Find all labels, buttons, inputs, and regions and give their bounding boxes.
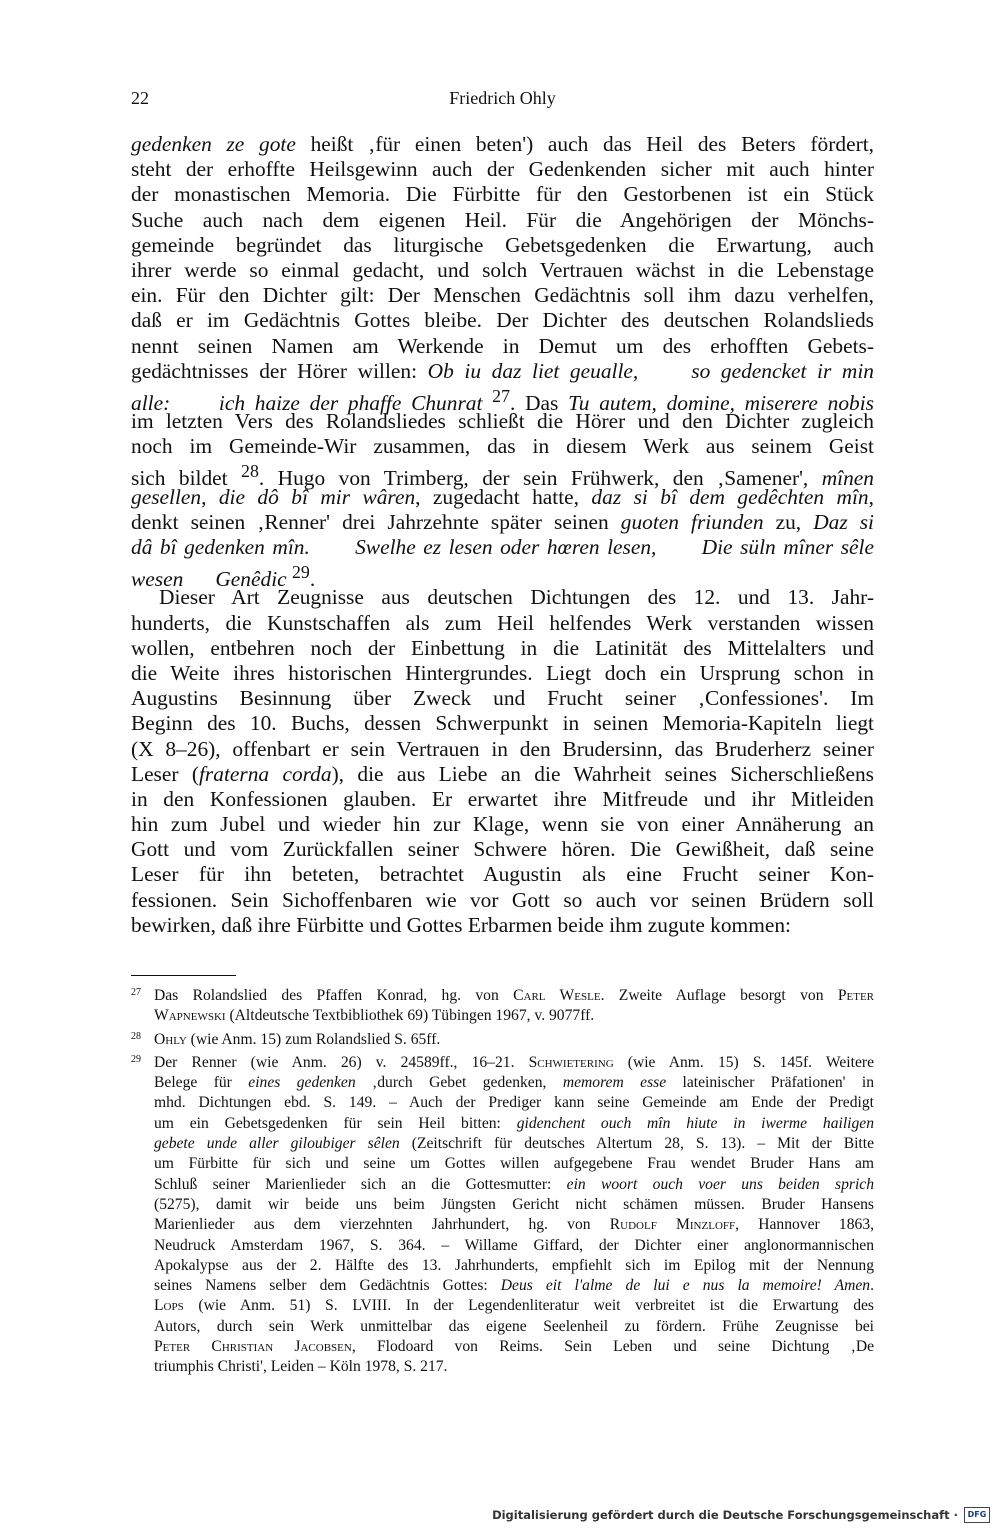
body-line: nennt seinen Namen am Werkende in Demut um des erhofften Gebets-	[131, 333, 874, 358]
body-line: im letzten Vers des Rolandsliedes schließt die Hörer und den Dichter zugleich	[131, 409, 874, 434]
body-line: gesellen, die dô bî mir wâren, zugedacht hatte, daz si bî dem gedêchten mîn,	[131, 484, 874, 509]
footnote-number: 29	[131, 1053, 141, 1065]
footnote-line: Belege für eines gedenken ‚durch Gebet gedenken, memorem esse lateinischer Präfationen' in	[154, 1074, 875, 1092]
credit-text: Digitalisierung gefördert durch die Deutsche Forschungsgemeinschaft ·	[492, 1508, 958, 1522]
footnote-line: Neudruck Amsterdam 1967, S. 364. – Willame Giffard, der Dichter einer anglonormannischen	[154, 1236, 874, 1254]
body-line: steht der erhoffte Heilsgewinn auch der Gedenkenden sicher mit auch hinter	[131, 157, 874, 182]
body-line: hunderts, die Kunstschaffen als zum Heil helfendes Werk verstanden wissen	[131, 610, 874, 635]
body-line: daß er im Gedächtnis Gottes bleibe. Der Dichter des deutschen Rolandslieds	[131, 308, 874, 333]
footnote-number: 28	[131, 1030, 141, 1042]
footnote-line: gebete unde aller giloubiger sêlen (Zeitschrift für deutsches Altertum 28, S. 13). – Mit der Bitte	[154, 1135, 875, 1153]
body-line: die Weite ihres historischen Hintergrundes. Liegt doch ein Ursprung schon in	[131, 660, 874, 685]
footnotes	[131, 986, 874, 1381]
footnote-line: 27 Das Rolandslied des Pfaffen Konrad, hg. von Carl Wesle. Zweite Auflage besorgt von Peter	[131, 986, 874, 1006]
footnote-number: 27	[131, 987, 141, 998]
body-line: bewirken, daß ihre Fürbitte und Gottes Erbarmen beide ihm zugute kommen:	[131, 912, 791, 937]
footnote-line: triumphis Christi', Leiden – Köln 1978, S. 217.	[154, 1358, 448, 1376]
footnote-line: Autors, durch sein Werk unmittelbar das eigene Seelenheil zu fördern. Frühe Zeugnisse bei	[154, 1317, 874, 1335]
footnote-line: Apokalypse aus der 2. Hälfte des 13. Jahrhunderts, empfiehlt sich im Epilog mit der Nennung	[154, 1256, 874, 1274]
page-number: 22	[131, 88, 149, 108]
body-line: Dieser Art Zeugnisse aus deutschen Dichtungen des 12. und 13. Jahr-	[159, 585, 874, 610]
footnote-line: um Fürbitte für sich und seine um Gottes willen aufgegebene Frau wendet Bruder Hans am	[154, 1155, 874, 1173]
body-line: hin zum Jubel und wieder hin zur Klage, wenn sie von einer Annäherung an	[131, 812, 874, 837]
body-line: ein. Für den Dichter gilt: Der Menschen Gedächtnis soll ihm dazu verhelfen,	[131, 283, 874, 308]
footnote-line: Peter Christian Jacobsen, Flodoard von Reims. Sein Leben und seine Dichtung ‚De	[154, 1338, 874, 1356]
footnote-line: Lops (wie Anm. 51) S. LVIII. In der Legendenliteratur weit verbreitet ist die Erwartung des	[154, 1297, 874, 1315]
footnote-separator	[131, 975, 236, 976]
body-line: sich bildet $^{28}$. Hugo von Trimberg, der sein Frühwerk, den ‚Samener', mînen	[131, 461, 874, 491]
digitization-credit	[492, 1504, 990, 1526]
body-line: gedächtnisses der Hörer willen: Ob iu daz liet geualle, so gedencket ir min	[131, 358, 874, 383]
running-title: Friedrich Ohly	[449, 88, 556, 108]
body-line: gemeinde begründet das liturgische Gebetsgedenken die Erwartung, auch	[131, 232, 874, 257]
body-line: wollen, entbehren noch der Einbettung in die Latinität des Mittelalters und	[131, 635, 874, 660]
footnote-line: Schluß seiner Marienlieder sich an die Gottesmutter: ein woort ouch voer uns beiden sprich	[154, 1175, 874, 1193]
body-line: (X 8–26), offenbart er sein Vertrauen in den Brudersinn, das Bruderherz seiner	[131, 736, 874, 761]
body-line: Beginn des 10. Buchs, dessen Schwerpunkt in seinen Memoria-Kapiteln liegt	[131, 711, 874, 736]
footnote-line: um ein Gebetsgedenken für sein Heil bitten: gidenchent ouch mîn hiute in iwerme hailigen	[154, 1114, 875, 1132]
footnote	[131, 986, 874, 1027]
body-text	[131, 132, 874, 938]
footnote	[131, 1030, 874, 1050]
body-line: Leser (fraterna corda), die aus Liebe an die Wahrheit seines Sicherschließens	[131, 761, 874, 786]
footnote	[131, 1053, 874, 1378]
footnote-line: 28 Ohly (wie Anm. 15) zum Rolandslied S. 65ff.	[131, 1030, 874, 1050]
body-line: Augustins Besinnung über Zweck und Frucht seiner ‚Confessiones'. Im	[131, 686, 874, 711]
footnote-line: (5275), damit wir beide uns beim Jüngsten Gericht nicht schämen müssen. Bruder Hansens	[154, 1195, 874, 1213]
body-line: noch im Gemeinde-Wir zusammen, das in diesem Werk aus seinem Geist	[131, 434, 874, 459]
body-line: denkt seinen ‚Renner' drei Jahrzehnte später seinen guoten friunden zu, Daz si	[131, 509, 874, 534]
footnote-line: 29 Der Renner (wie Anm. 26) v. 24589ff., 16–21. Schwietering (wie Anm. 15) S. 145f. Weitere	[131, 1053, 874, 1073]
body-line: der monastischen Memoria. Die Fürbitte für den Gestorbenen ist ein Stück	[131, 182, 874, 207]
running-header	[131, 88, 874, 112]
footnote-line: seines Namens selber dem Gedächtnis Gottes: Deus eit l'alme de lui e nus la memoire! Amen.	[154, 1277, 874, 1295]
body-line: alle: ich haize der phaffe Chunrat $^{27}$. Das Tu autem, domine, miserere nobis	[131, 385, 875, 415]
body-line: gedenken ze gote heißt ‚für einen beten') auch das Heil des Beters fördert,	[131, 132, 874, 156]
body-line: dâ bî gedenken mîn. Swelhe ez lesen oder hœren lesen, Die süln mîner sêle	[131, 535, 874, 559]
body-line: Leser für ihn beteten, betrachtet Augustin als eine Frucht seiner Kon-	[131, 862, 874, 887]
body-line: fessionen. Sein Sichoffenbaren wie vor Gott so auch vor seinen Brüdern soll	[131, 887, 874, 912]
footnote-line: mhd. Dichtungen ebd. S. 149. – Auch der Prediger kann seine Gemeinde am Ende der Predigt	[154, 1094, 874, 1112]
body-line: wesen Genêdic $^{29}$.	[131, 562, 316, 592]
body-line: Suche auch nach dem eigenen Heil. Für die Angehörigen der Mönchs-	[131, 207, 874, 232]
body-line: in den Konfessionen glauben. Er erwartet ihre Mitfreude und ihr Mitleiden	[131, 786, 874, 811]
footnote-line: Wapnewski (Altdeutsche Textbibliothek 69) Tübingen 1967, v. 9077ff.	[154, 1007, 595, 1025]
body-line: ihrer werde so einmal gedacht, und solch Vertrauen wächst in die Lebenstage	[131, 257, 874, 282]
dfg-logo: DFG	[964, 1507, 990, 1523]
body-line: Gott und vom Zurückfallen seiner Schwere hören. Die Gewißheit, daß seine	[131, 837, 874, 862]
footnote-line: Marienlieder aus dem vierzehnten Jahrhundert, hg. von Rudolf Minzloff, Hannover 1863,	[154, 1216, 875, 1234]
